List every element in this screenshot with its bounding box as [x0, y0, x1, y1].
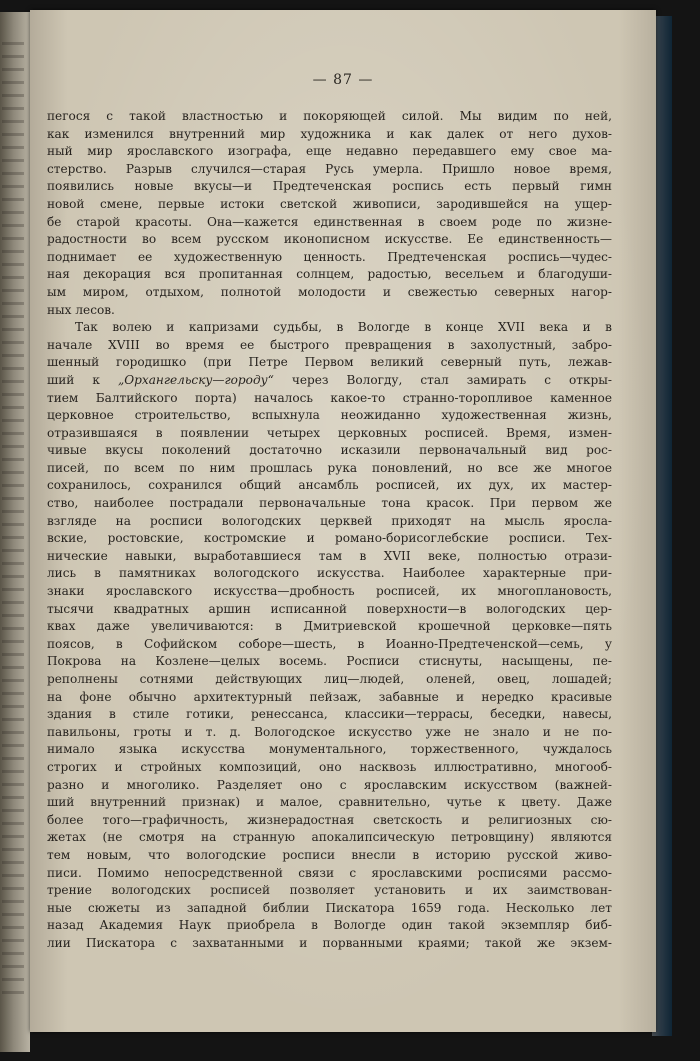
text-line: павильоны, гроты и т. д. Вологодское искусство уже не знало и не по-	[47, 724, 612, 739]
text-line: шенный городишко (при Петре Первом великий северный путь, лежав-	[47, 355, 612, 370]
text-line: ная декорация вся пропитанная солнцем, радостью, весельем и благодуши-	[47, 267, 612, 282]
text-line: начале XVIII во время ее быстрого превращения в захолустный, забро-	[47, 337, 612, 352]
text-line: на фоне обычно архитектурный пейзаж, забавные и нередко красивые	[47, 689, 612, 704]
text-line: Так волею и капризами судьбы, в Вологде в конце XVII века и в	[75, 320, 612, 335]
text-line: поясов, в Софийском соборе—шесть, в Иоанно-Предтеченской—семь, у	[47, 636, 612, 651]
text-line: трение вологодских росписей позволяет установить и их заимствован-	[47, 883, 612, 898]
text-line: назад Академия Наук приобрела в Вологде один такой экземпляр биб-	[47, 918, 612, 933]
text-line: ство, наиболее пострадали первоначальные тона красок. При первом же	[47, 496, 612, 511]
text-line: отразившаяся в появлении четырех церковных росписей. Время, измен-	[47, 425, 612, 440]
text-line: квах даже увеличиваются: в Дмитриевской крошечной церковке—пять	[47, 619, 612, 634]
text-line: пегося с такой властностью и покоряющей силой. Мы видим по ней,	[47, 109, 612, 123]
text-line: здания в стиле готики, ренессанса, классики—террасы, беседки, навесы,	[47, 707, 612, 722]
text-line: Покрова на Козлене—целых восемь. Росписи стиснуты, насыщены, пе-	[47, 654, 612, 669]
text-line: ный мир ярославского изографа, еще недавно передавшего ему свое ма-	[47, 144, 612, 159]
text-line: бе старой красоты. Она—кажется единственная в своем роде по жизне-	[47, 214, 612, 229]
text-line: стерство. Разрыв случился—старая Русь умерла. Пришло новое время,	[47, 161, 612, 176]
text-line: как изменился внутренний мир художника и как далек от него духов-	[47, 126, 612, 141]
text-line: нимало языка искусства монументального, торжественного, чуждалось	[47, 742, 612, 757]
text-segment: ший к	[47, 372, 118, 387]
text-line: ные сюжеты из западной библии Пискатора 1659 года. Несколько лет	[47, 900, 612, 915]
text-line: поднимает ее художественную ценность. Предтеченская роспись—чудес-	[47, 249, 612, 264]
text-line: тысячи квадратных аршин исписанной поверхности—в вологодских цер-	[47, 601, 612, 616]
text-line: ший внутренний признак) и малое, сравнительно, чутье к цвету. Даже	[47, 795, 612, 810]
text-line: радостности во всем русском иконописном искусстве. Ее единственность—	[47, 232, 612, 247]
text-line: нические навыки, выработавшиеся там в XVII веке, полностью отрази-	[47, 548, 612, 563]
text-line: новой смене, первые истоки светской живописи, зародившейся на ущер-	[47, 196, 612, 211]
text-line: ым миром, отдыхом, полнотой молодости и свежестью северных нагор-	[47, 284, 612, 299]
text-line	[47, 372, 612, 390]
text-line: лии Пискатора с захватанными и порванными краями; такой же экзем-	[47, 935, 612, 950]
text-line: церковное строительство, вспыхнула неожиданно художественная жизнь,	[47, 408, 612, 423]
body-text	[47, 108, 612, 953]
text-segment: через Вологду, стал замирать с откры-	[273, 372, 612, 387]
text-line: разно и многолико. Разделяет оно с ярославским искусством (важней-	[47, 777, 612, 792]
text-line: тем новым, что вологодские росписи внесли в историю русской живо-	[47, 847, 612, 862]
text-line: реполнены сотнями действующих лиц—людей, оленей, овец, лошадей;	[47, 672, 612, 686]
text-line: сохранилось, сохранился общий ансамбль росписей, их дух, их мастер-	[47, 478, 612, 493]
text-line: лись в памятниках вологодского искусства. Наиболее характерные при-	[47, 566, 612, 581]
italic-quote: „Орхангельску—городу“	[117, 372, 274, 387]
book-page	[30, 10, 656, 1032]
text-line: ных лесов.	[47, 302, 115, 317]
text-line: писей, по всем по ним прошлась рука поновлений, но все же многое	[47, 460, 612, 475]
text-line: взгляде на росписи вологодских церквей приходят на мысль яросла-	[47, 513, 612, 528]
text-line: писи. Помимо непосредственной связи с ярославскими росписями рассмо-	[47, 865, 612, 880]
text-line: чивые вкусы поколений достаточно исказили первоначальный вид рос-	[47, 443, 612, 458]
text-line: более того—графичность, жизнерадостная светскость и религиозных сю-	[47, 812, 612, 827]
adjacent-page-edge	[0, 12, 30, 1052]
text-line: вские, ростовские, костромские и романо-борисоглебские росписи. Тех-	[47, 531, 612, 546]
text-line: появились новые вкусы—и Предтеченская роспись есть первый гимн	[47, 179, 612, 194]
text-line: знаки ярославского искусства—дробность росписей, их многоплановость,	[47, 584, 612, 599]
text-line: строгих и стройных композиций, оно насквозь иллюстративно, многооб-	[47, 759, 612, 774]
text-line: жетах (не смотря на странную апокалипсическую петровщину) являются	[47, 830, 612, 845]
adjacent-page-text-bleed	[2, 42, 24, 1002]
text-line: тием Балтийского порта) началось какое-то странно-торопливое каменное	[47, 390, 612, 405]
page-number: — 87 —	[312, 72, 374, 88]
